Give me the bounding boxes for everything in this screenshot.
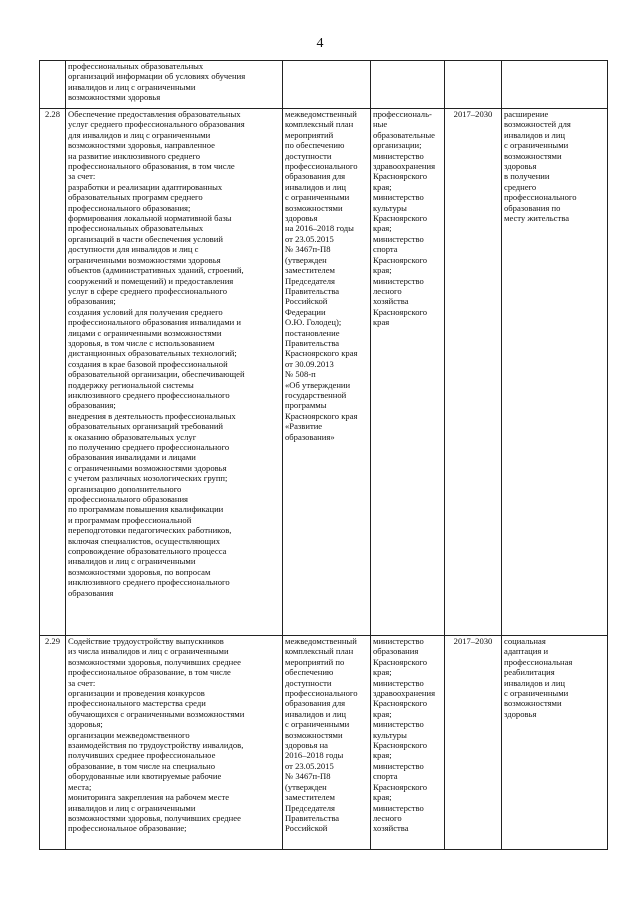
measure-description: профессиональных образовательных организаций информации об условиях обучения инвалидов и лиц с ограниченными возможностями здоровья — [66, 61, 283, 109]
measure-description: Обеспечение предоставления образовательных услуг среднего профессионального образования для инвалидов и лиц с ограниченными возможностями здоровья, направленное на развитие инклюзивного среднего профессионального образования, в том числе за счет: разработки и реализации адаптированных образовательных программ среднего профессионального образования; формирования локальной нормативной базы профессиональных образовательных организаций в части обеспечения условий доступности для инвалидов и лиц с ограниченными возможностями здоровья объектов (административных зданий, строений, сооружений и помещений) и предоставления услуг в сфере среднего профессионального образования; создания условий для получения среднего профессионального образования инвалидами и лицами с ограниченными возможностями здоровья, в том числе с использованием дистанционных образовательных технологий; создания в крае базовой профессиональной образовательной организации, обеспечивающей поддержку региональной системы инклюзивного среднего профессионального образования; внедрения в деятельность профессиональных образовательных организаций требований к оказанию образовательных услуг по получению среднего профессионального образования инвалидами и лицами с ограниченными возможностями здоровья с учетом различных нозологических групп; организацию дополнительного профессионального образования по программам повышения квалификации и программам профессиональной переподготовки педагогических работников, включая специалистов, осуществляющих сопровождение образовательного процесса инвалидов и лиц с ограниченными возможностями здоровья, по вопросам инклюзивного среднего профессионального образования — [66, 109, 283, 636]
legal-basis: межведомственный комплексный план мероприятий по обеспечению доступности профессионального образования для инвалидов и лиц с ограниченными возможностями здоровья на 2016–2018 годы от 23.05.2015 № 3467п-П8 (утвержден заместителем Председателя Правительства Российской — [283, 636, 371, 850]
legal-basis — [283, 61, 371, 109]
expected-result: социальная адаптация и профессиональная реабилитация инвалидов и лиц с ограниченными возможностями здоровья — [502, 636, 608, 850]
table-row — [40, 61, 608, 109]
implementation-years: 2017–2030 — [445, 109, 502, 636]
implementation-years — [445, 61, 502, 109]
executors: министерство образования Красноярского края; министерство здравоохранения Красноярского края; министерство культуры Красноярского края; министерство спорта Красноярского края; министерство лесного хозяйства — [371, 636, 445, 850]
row-number: 2.28 — [40, 109, 66, 636]
row-number: 2.29 — [40, 636, 66, 850]
measure-description: Содействие трудоустройству выпускников из числа инвалидов и лиц с ограниченными возможностями здоровья, получивших среднее профессиональное образование, в том числе за счет: организации и проведения конкурсов профессионального мастерства среди обучающихся с ограниченными возможностями здоровья; организации межведомственного взаимодействия по трудоустройству инвалидов, получивших среднее профессиональное образование, в том числе на специально оборудованные или квотируемые рабочие места; мониторинга закрепления на рабочем месте инвалидов и лиц с ограниченными возможностями здоровья, получивших среднее профессиональное образование; — [66, 636, 283, 850]
table-row — [40, 636, 608, 850]
implementation-years: 2017–2030 — [445, 636, 502, 850]
measures-table — [39, 60, 608, 850]
row-number — [40, 61, 66, 109]
executors — [371, 61, 445, 109]
executors: профессиональ- ные образовательные организации; министерство здравоохранения Красноярского края; министерство культуры Красноярского края; министерство спорта Красноярского края; министерство лесного хозяйства Красноярского края — [371, 109, 445, 636]
legal-basis: межведомственный комплексный план мероприятий по обеспечению доступности профессионального образования для инвалидов и лиц с ограниченными возможностями здоровья на 2016–2018 годы от 23.05.2015 № 3467п-П8 (утвержден заместителем Председателя Правительства Российской Федерации О.Ю. Голодец); постановление Правительства Красноярского края от 30.09.2013 № 508-п «Об утверждении государственной программы Красноярского края «Развитие образования» — [283, 109, 371, 636]
page-number: 4 — [316, 36, 324, 51]
table-row — [40, 109, 608, 636]
expected-result — [502, 61, 608, 109]
expected-result: расширение возможностей для инвалидов и лиц с ограниченными возможностями здоровья в получении среднего профессионального образования по месту жительства — [502, 109, 608, 636]
